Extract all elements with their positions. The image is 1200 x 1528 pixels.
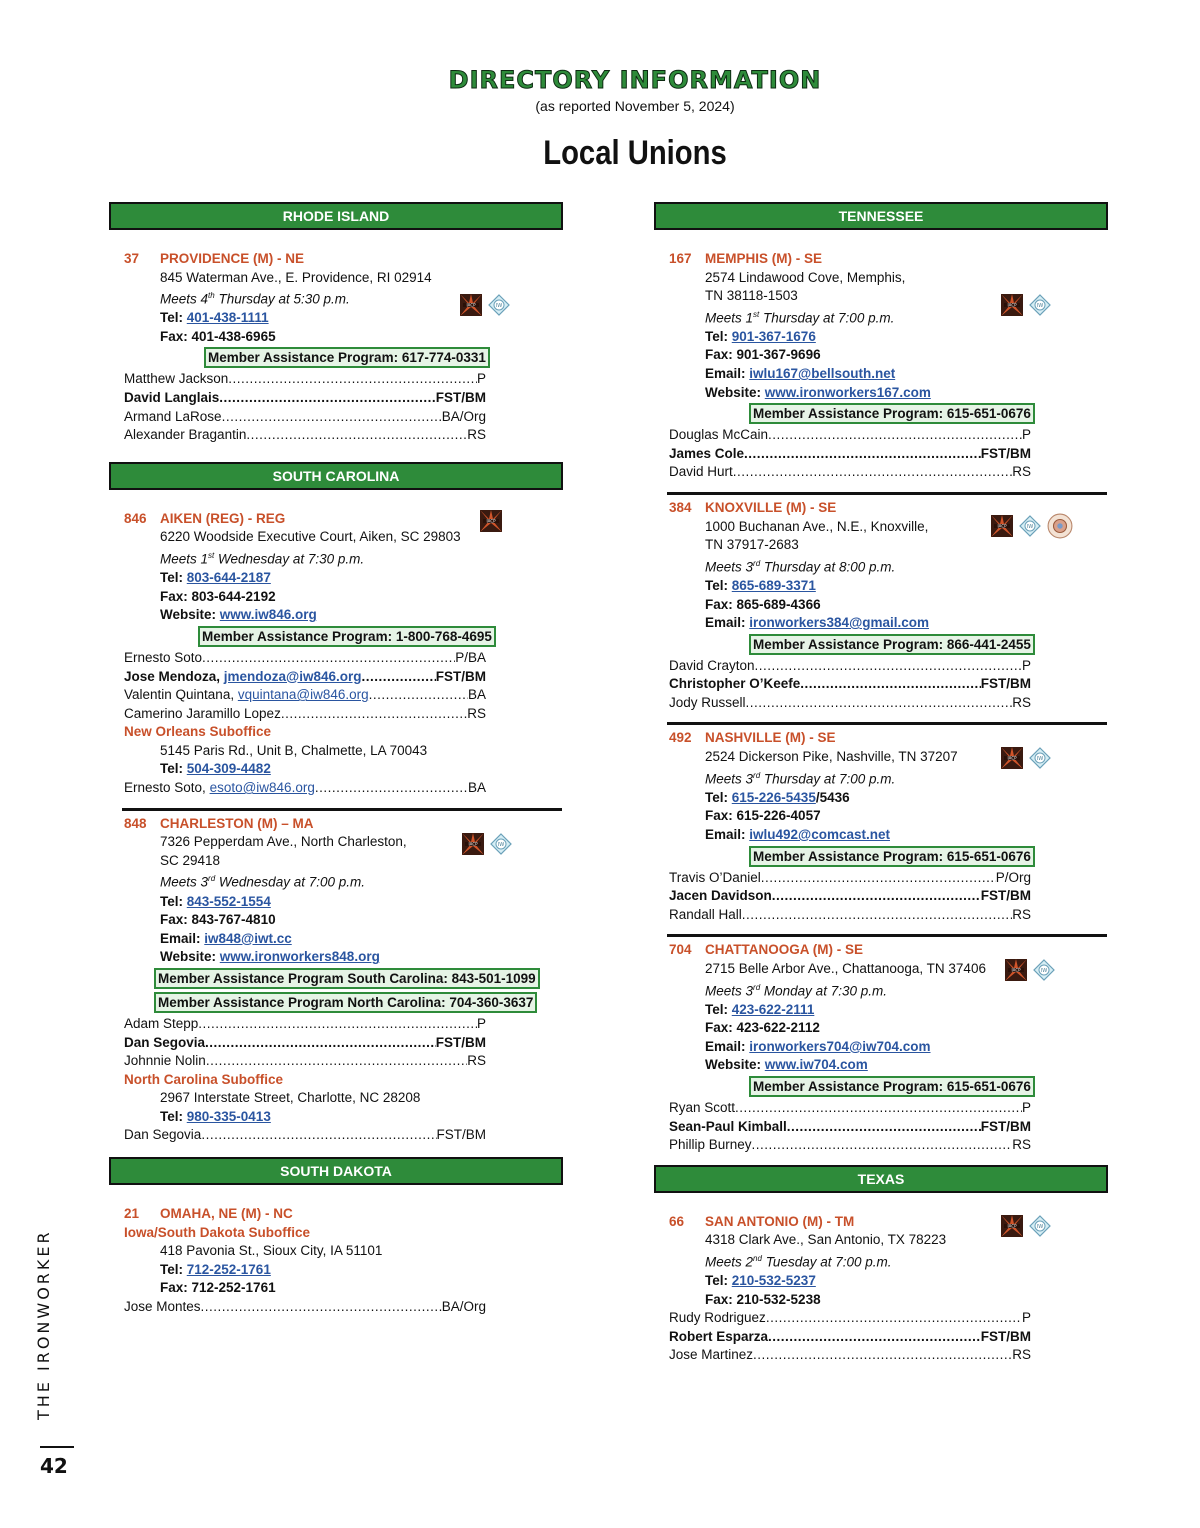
officer-title: P <box>1021 657 1031 673</box>
member-assistance-program: Member Assistance Program: 1-800-768-4695 <box>198 626 496 647</box>
officer-title: FST/BM <box>980 676 1031 692</box>
officer-title: FST/BM <box>435 668 486 684</box>
iacp-cross-icon <box>1001 747 1023 769</box>
affiliation-icons <box>462 833 512 855</box>
member-assistance-program-sc: Member Assistance Program South Carolina: 843-501-1099 <box>154 968 540 989</box>
local-66: 66 SAN ANTONIO (M) - TM 4318 Clark Ave., San Antonio, TX 78223 Meets 2nd Tuesday at 7:00 p.m. Tel: 210-532-5237 Fax: 210-532-5238 Rudy Rodriguez ..... P Robert Esparza ..... FST/BM Jose Martinez ..... RS <box>655 1193 1105 1365</box>
officer-name: James Cole <box>669 445 745 461</box>
member-assistance-program: Member Assistance Program: 615-651-0676 <box>749 403 1035 424</box>
officer-title: RS <box>467 427 486 443</box>
officer-name: Ryan Scott <box>669 1099 736 1115</box>
address-line-2: TN 38118-1503 <box>705 288 798 304</box>
officer-name: Dan Segovia <box>124 1127 202 1143</box>
local-167: 167 MEMPHIS (M) - SE 2574 Lindawood Cove, Memphis, TN 38118-1503 Meets 1st Thursday at 7:00 p.m. Tel: 901-367-1676 Fax: 901-367-9696 Email: iwlu167@bellsouth.net Website: www.ironworkers167.com Member Assistance Program: 615-651-0676 Douglas McCain ..... P James Cole ..... FST/BM David Hurt ..... RS <box>655 230 1105 482</box>
phone-link[interactable]: 901-367-1676 <box>731 328 816 344</box>
fax: Fax: 423-622-2112 <box>705 1020 820 1036</box>
fax: Fax: 401-438-6965 <box>160 328 276 344</box>
officer-title: RS <box>1012 1137 1031 1153</box>
fax: Fax: 865-689-4366 <box>705 596 821 612</box>
local-name: CHATTANOOGA (M) - SE <box>705 942 863 958</box>
local-384: 384 KNOXVILLE (M) - SE 1000 Buchanan Ave., N.E., Knoxville, TN 37917-2683 Meets 3rd Thursday at 8:00 p.m. Tel: 865-689-3371 Fax: 865-689-4366 Email: ironworkers384@gmail.com Member Assistance Program: 866-441-2455 David Crayton ..... P Christopher O’Keefe ..... FST/BM Jody Russell ..... RS <box>655 495 1105 712</box>
meeting-time: Meets 2nd Tuesday at 7:00 p.m. <box>705 1253 892 1270</box>
local-number: 66 <box>669 1213 685 1229</box>
iacp-cross-icon <box>462 833 484 855</box>
phone-link[interactable]: 843-552-1554 <box>186 893 271 909</box>
officer-title: FST/BM <box>435 1034 486 1050</box>
email-link[interactable]: iwlu167@bellsouth.net <box>749 366 896 382</box>
right-column <box>655 202 1105 1365</box>
officer-title: RS <box>1012 464 1031 480</box>
local-name: AIKEN (REG) - REG <box>160 510 286 526</box>
iacp-cross-icon <box>480 510 502 532</box>
local-name: MEMPHIS (M) - SE <box>705 251 822 266</box>
website-link[interactable]: www.ironworkers848.org <box>219 949 380 965</box>
phone-link[interactable]: 803-644-2187 <box>186 570 271 586</box>
suboffice-name: North Carolina Suboffice <box>124 1071 284 1087</box>
officer-title: FST/BM <box>980 1118 1031 1134</box>
officer-name: David Crayton <box>669 657 755 673</box>
fax: Fax: 210-532-5238 <box>705 1291 821 1307</box>
officer-name: Alexander Bragantin <box>124 427 247 443</box>
address-line-1: 2574 Lindawood Cove, Memphis, <box>705 269 906 285</box>
local-848: 848 CHARLESTON (M) – MA 7326 Pepperdam Ave., North Charleston, SC 29418 Meets 3rd Wednesday at 7:00 p.m. Tel: 843-552-1554 Fax: 843-767-4810 Email: iw848@iwt.cc Website: www.ironworkers848.org Member Assistance Program South Carolina: 843-501-1099 Member Assistance Program North Carolina: 704-360-3637 Adam Stepp ..... P Dan Segovia ..... FST/BM Johnnie Nolin ..... RS North Carolina Suboffice 2967 Interstate Street, Charlotte, NC 28208 Tel: 980-335-0413 Dan Segovia ..... FST/BM <box>110 811 560 1145</box>
officer-title: BA <box>467 687 486 703</box>
suboffice-name: New Orleans Suboffice <box>124 724 272 740</box>
address-line-1: 1000 Buchanan Ave., N.E., Knoxville, <box>705 518 929 534</box>
local-21: 21 OMAHA, NE (M) - NC Iowa/South Dakota Suboffice 418 Pavonia St., Sioux City, IA 51101 Tel: 712-252-1761 Fax: 712-252-1761 Jose Montes ..... BA/Org <box>110 1185 560 1317</box>
meeting-time: Meets 3rd Thursday at 8:00 p.m. <box>705 558 896 575</box>
local-name: SAN ANTONIO (M) - TM <box>705 1213 855 1229</box>
page-heading: Local Unions <box>543 134 727 172</box>
address-line-2: TN 37917-2683 <box>705 537 799 553</box>
local-name: CHARLESTON (M) – MA <box>160 815 314 831</box>
iacp-cross-icon <box>460 294 482 316</box>
officer-title: BA/Org <box>441 1299 486 1315</box>
diamond-badge-icon <box>1029 1215 1051 1237</box>
email-link[interactable]: iw848@iwt.cc <box>204 930 292 946</box>
officer-name: David Langlais <box>124 390 220 406</box>
officer-title: RS <box>1012 1347 1031 1363</box>
officer-title: RS <box>1012 694 1031 710</box>
address: 2715 Belle Arbor Ave., Chattanooga, TN 37406 <box>705 960 986 976</box>
iacp-cross-icon <box>1001 1215 1023 1237</box>
local-name: PROVIDENCE (M) - NE <box>160 251 305 266</box>
local-37: 37 PROVIDENCE (M) - NE 845 Waterman Ave., E. Providence, RI 02914 Meets 4th Thursday at 5:30 p.m. Tel: 401-438-1111 Fax: 401-438-6965 Member Assistance Program: 617-774-0331 Matthew Jackson ..... P David Langlais ..... FST/BM Armand LaRose ..... BA/Org Alexander Bragantin ..... RS <box>110 230 560 445</box>
affiliation-icons <box>1001 1215 1051 1237</box>
phone-extension: /5436 <box>815 789 850 805</box>
officer-name: Jacen Davidson <box>669 888 772 904</box>
officer-name: David Hurt <box>669 464 733 480</box>
suboffice-address: 2967 Interstate Street, Charlotte, NC 28208 <box>160 1090 421 1106</box>
report-date: (as reported November 5, 2024) <box>535 98 735 114</box>
address: 418 Pavonia St., Sioux City, IA 51101 <box>160 1243 383 1259</box>
phone-link[interactable]: 210-532-5237 <box>731 1273 816 1289</box>
officer-name: Camerino Jaramillo Lopez <box>124 705 281 721</box>
meeting-time: Meets 1st Wednesday at 7:30 p.m. <box>160 551 365 567</box>
state-bar-tennessee: TENNESSEE <box>654 202 1108 230</box>
meeting-time: Meets 1st Thursday at 7:00 p.m. <box>705 309 895 326</box>
state-bar-texas: TEXAS <box>654 1165 1108 1193</box>
officer-title: FST/BM <box>435 390 486 406</box>
affiliation-icons <box>480 510 502 532</box>
phone-link[interactable]: 615-226-5435 <box>731 789 816 805</box>
officer-title: P <box>1021 427 1031 443</box>
fax: Fax: 615-226-4057 <box>705 808 821 824</box>
officer-title: FST/BM <box>980 888 1031 904</box>
diamond-badge-icon <box>1033 959 1055 981</box>
address: 6220 Woodside Executive Court, Aiken, SC 29803 <box>160 529 461 545</box>
officer-name: Armand LaRose <box>124 408 222 424</box>
officer-name: Phillip Burney <box>669 1137 752 1153</box>
local-number: 37 <box>124 251 140 266</box>
phone-link[interactable]: 504-309-4482 <box>186 761 271 777</box>
officer-name: Valentin Quintana, <box>124 687 238 703</box>
affiliation-icons <box>460 294 510 316</box>
officer-name: Jody Russell <box>669 694 746 710</box>
diamond-badge-icon <box>488 294 510 316</box>
email-link[interactable]: iwlu492@comcast.net <box>749 826 890 842</box>
address-line-2: SC 29418 <box>160 852 221 868</box>
officer-name: Ernesto Soto <box>124 649 203 665</box>
officer-title: RS <box>467 705 486 721</box>
website-link[interactable]: www.iw846.org <box>219 607 317 623</box>
officer-title: FST/BM <box>436 1127 486 1143</box>
phone-link[interactable]: 401-438-1111 <box>186 310 269 326</box>
phone-link[interactable]: 712-252-1761 <box>186 1261 271 1277</box>
officer-name: Jose Montes <box>124 1299 201 1315</box>
phone-link[interactable]: 980-335-0413 <box>186 1108 271 1124</box>
affiliation-icons <box>991 515 1073 539</box>
affiliation-icons <box>1001 747 1051 769</box>
officer-name: Robert Esparza <box>669 1328 769 1344</box>
local-number: 848 <box>124 815 147 831</box>
website-link[interactable]: www.iw704.com <box>764 1057 868 1073</box>
officer-name: Dan Segovia <box>124 1034 206 1050</box>
officer-name: Rudy Rodriguez <box>669 1310 766 1326</box>
local-name: OMAHA, NE (M) - NC <box>160 1206 293 1222</box>
affiliation-icons <box>1005 959 1055 981</box>
local-number: 384 <box>669 500 692 516</box>
member-assistance-program-nc: Member Assistance Program North Carolina: 704-360-3637 <box>154 992 537 1013</box>
iacp-cross-icon <box>991 515 1013 537</box>
officer-title: FST/BM <box>980 445 1031 461</box>
officer-name: Jose Mendoza, <box>124 668 224 684</box>
diamond-badge-icon <box>1019 515 1041 537</box>
officer-title: FST/BM <box>980 1328 1031 1344</box>
member-assistance-program: Member Assistance Program: 866-441-2455 <box>749 634 1035 655</box>
suboffice-address: 5145 Paris Rd., Unit B, Chalmette, LA 70043 <box>160 742 428 758</box>
officer-title: P <box>1021 1310 1031 1326</box>
email-link[interactable]: jmendoza@iw846.org <box>223 668 362 684</box>
local-number: 21 <box>124 1206 140 1222</box>
state-bar-south-carolina: SOUTH CAROLINA <box>109 462 563 490</box>
meeting-time: Meets 3rd Monday at 7:30 p.m. <box>705 982 887 998</box>
meeting-time: Meets 4th Thursday at 5:30 p.m. <box>160 291 350 307</box>
diamond-badge-icon <box>1029 294 1051 316</box>
fax: Fax: 803-644-2192 <box>160 588 276 604</box>
officer-name: Johnnie Nolin <box>124 1053 206 1069</box>
address: 2524 Dickerson Pike, Nashville, TN 37207 <box>705 749 958 765</box>
local-name: KNOXVILLE (M) - SE <box>705 500 837 516</box>
member-assistance-program: Member Assistance Program: 615-651-0676 <box>749 1076 1035 1097</box>
affiliation-icons <box>1001 294 1051 316</box>
officer-name: Randall Hall <box>669 906 742 922</box>
officer-name: Jose Martinez <box>669 1347 754 1363</box>
local-492: 492 NASHVILLE (M) - SE 2524 Dickerson Pike, Nashville, TN 37207 Meets 3rd Thursday at 7:00 p.m. Tel: 615-226-5435/5436 Fax: 615-226-4057 Email: iwlu492@comcast.net Member Assistance Program: 615-651-0676 Travis O’Daniel ..... P/Org Jacen Davidson ..... FST/BM Randall Hall ..... RS <box>655 725 1105 924</box>
officer-name: Adam Stepp <box>124 1015 199 1031</box>
officer-title: P <box>476 371 486 387</box>
state-bar-south-dakota: SOUTH DAKOTA <box>109 1157 563 1185</box>
officer-title: BA/Org <box>441 408 486 424</box>
officer-name: Matthew Jackson <box>124 371 229 387</box>
fax: Fax: 901-367-9696 <box>705 347 821 363</box>
officer-name: Douglas McCain <box>669 427 769 443</box>
website-link[interactable]: www.ironworkers167.com <box>764 384 931 400</box>
left-column <box>110 202 560 1317</box>
address: 4318 Clark Ave., San Antonio, TX 78223 <box>705 1232 947 1248</box>
publication-name: THE IRONWORKER <box>34 1229 53 1420</box>
email-link[interactable]: esoto@iw846.org <box>209 780 315 796</box>
directory-title: DIRECTORY INFORMATION <box>448 66 822 94</box>
iacp-cross-icon <box>1001 294 1023 316</box>
diamond-badge-icon <box>490 833 512 855</box>
officer-title: RS <box>467 1053 486 1069</box>
fax: Fax: 712-252-1761 <box>160 1280 276 1296</box>
local-number: 492 <box>669 730 692 746</box>
officer-name: Ernesto Soto, <box>124 780 210 796</box>
officer-title: P/Org <box>995 869 1031 885</box>
suboffice-name: Iowa/South Dakota Suboffice <box>124 1224 311 1240</box>
officer-name: Travis O’Daniel <box>669 869 761 885</box>
email-link[interactable]: ironworkers384@gmail.com <box>749 615 929 631</box>
local-name: NASHVILLE (M) - SE <box>705 730 836 746</box>
email-link[interactable]: vquintana@iw846.org <box>237 687 369 703</box>
officer-title: RS <box>1012 906 1031 922</box>
fax: Fax: 843-767-4810 <box>160 912 276 928</box>
address: 845 Waterman Ave., E. Providence, RI 02914 <box>160 269 432 285</box>
officer-title: P/BA <box>455 649 486 665</box>
email-link[interactable]: ironworkers704@iw704.com <box>749 1038 931 1054</box>
officer-title: P <box>1021 1099 1031 1115</box>
meeting-time: Meets 3rd Wednesday at 7:00 p.m. <box>160 874 365 890</box>
iacp-cross-icon <box>1005 959 1027 981</box>
phone-link[interactable]: 423-622-2111 <box>731 1001 815 1017</box>
member-assistance-program: Member Assistance Program: 617-774-0331 <box>204 347 490 368</box>
address-line-1: 7326 Pepperdam Ave., North Charleston, <box>160 834 407 850</box>
local-number: 846 <box>124 510 147 526</box>
local-number: 167 <box>669 251 692 266</box>
local-number: 704 <box>669 942 692 958</box>
officer-name: Christopher O’Keefe <box>669 676 801 692</box>
meeting-time: Meets 3rd Thursday at 7:00 p.m. <box>705 770 896 787</box>
officer-title: P <box>476 1015 486 1031</box>
local-846: 846 AIKEN (REG) - REG 6220 Woodside Executive Court, Aiken, SC 29803 Meets 1st Wednesday at 7:30 p.m. Tel: 803-644-2187 Fax: 803-644-2192 Website: www.iw846.org Member Assistance Program: 1-800-768-4695 Ernesto Soto ..... P/BA Jose Mendoza, jmendoza@iw846.org ..... FST/BM Valentin Quintana, vquintana@iw846.org ..... BA Camerino Jaramillo Lopez ..... RS New Orleans Suboffice 5145 Paris Rd., Unit B, Chalmette, LA 70043 Tel: 504-309-4482 Ernesto Soto, esoto@iw846.org ..... BA <box>110 490 560 798</box>
page-number: 42 <box>40 1454 68 1478</box>
local-704: 704 CHATTANOOGA (M) - SE 2715 Belle Arbor Ave., Chattanooga, TN 37406 Meets 3rd Monday at 7:30 p.m. Tel: 423-622-2111 Fax: 423-622-2112 Email: ironworkers704@iw704.com Website: www.iw704.com Member Assistance Program: 615-651-0676 Ryan Scott ..... P Sean-Paul Kimball ..... FST/BM Phillip Burney ..... RS <box>655 937 1105 1154</box>
officer-title: BA <box>467 780 486 796</box>
round-seal-icon <box>1047 513 1073 539</box>
page-number-rule <box>40 1446 74 1448</box>
state-bar-rhode-island: RHODE ISLAND <box>109 202 563 230</box>
diamond-badge-icon <box>1029 747 1051 769</box>
officer-name: Sean-Paul Kimball <box>669 1118 787 1134</box>
member-assistance-program: Member Assistance Program: 615-651-0676 <box>749 846 1035 867</box>
phone-link[interactable]: 865-689-3371 <box>731 577 816 593</box>
